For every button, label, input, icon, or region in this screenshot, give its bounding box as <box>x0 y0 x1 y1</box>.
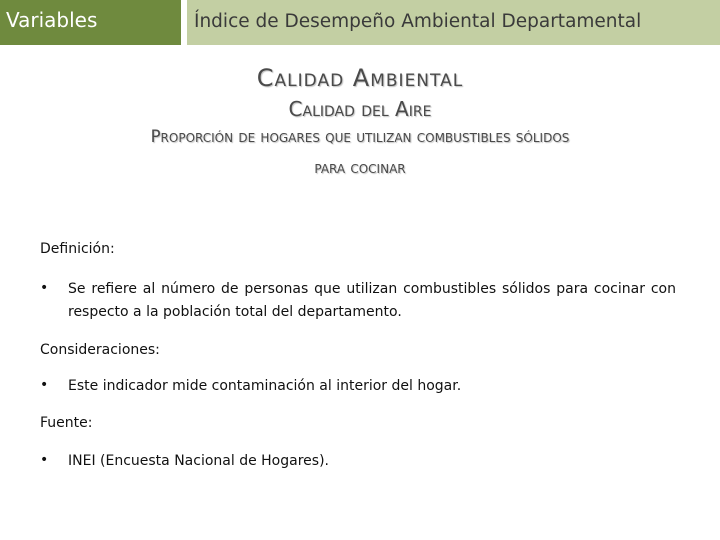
considerations-text: Este indicador mide contaminación al interior del hogar. <box>68 378 462 394</box>
variables-tab <box>0 0 181 45</box>
source-text: INEI (Encuesta Nacional de Hogares). <box>68 453 329 469</box>
definition-text: Se refiere al número de personas que utilizan combustibles sólidos para cocinar con respecto a la población total del departamento. <box>68 281 676 320</box>
index-title-label: Índice de Desempeño Ambiental Departamental <box>194 11 642 32</box>
considerations-label: Consideraciones: <box>40 342 160 358</box>
variables-tab-label: Variables <box>6 8 98 32</box>
index-title-tab <box>187 0 720 45</box>
main-heading: Calidad Ambiental <box>256 64 464 92</box>
source-label: Fuente: <box>40 415 93 431</box>
definition-bullet: • <box>40 280 49 296</box>
indicator-heading-line2: para cocinar <box>314 158 406 177</box>
indicator-heading-line1: Proporción de hogares que utilizan combustibles sólidos <box>150 127 570 146</box>
considerations-bullet: • <box>40 377 49 393</box>
definition-label: Definición: <box>40 241 115 257</box>
sub-heading: Calidad del Aire <box>288 97 432 121</box>
source-bullet: • <box>40 452 49 468</box>
